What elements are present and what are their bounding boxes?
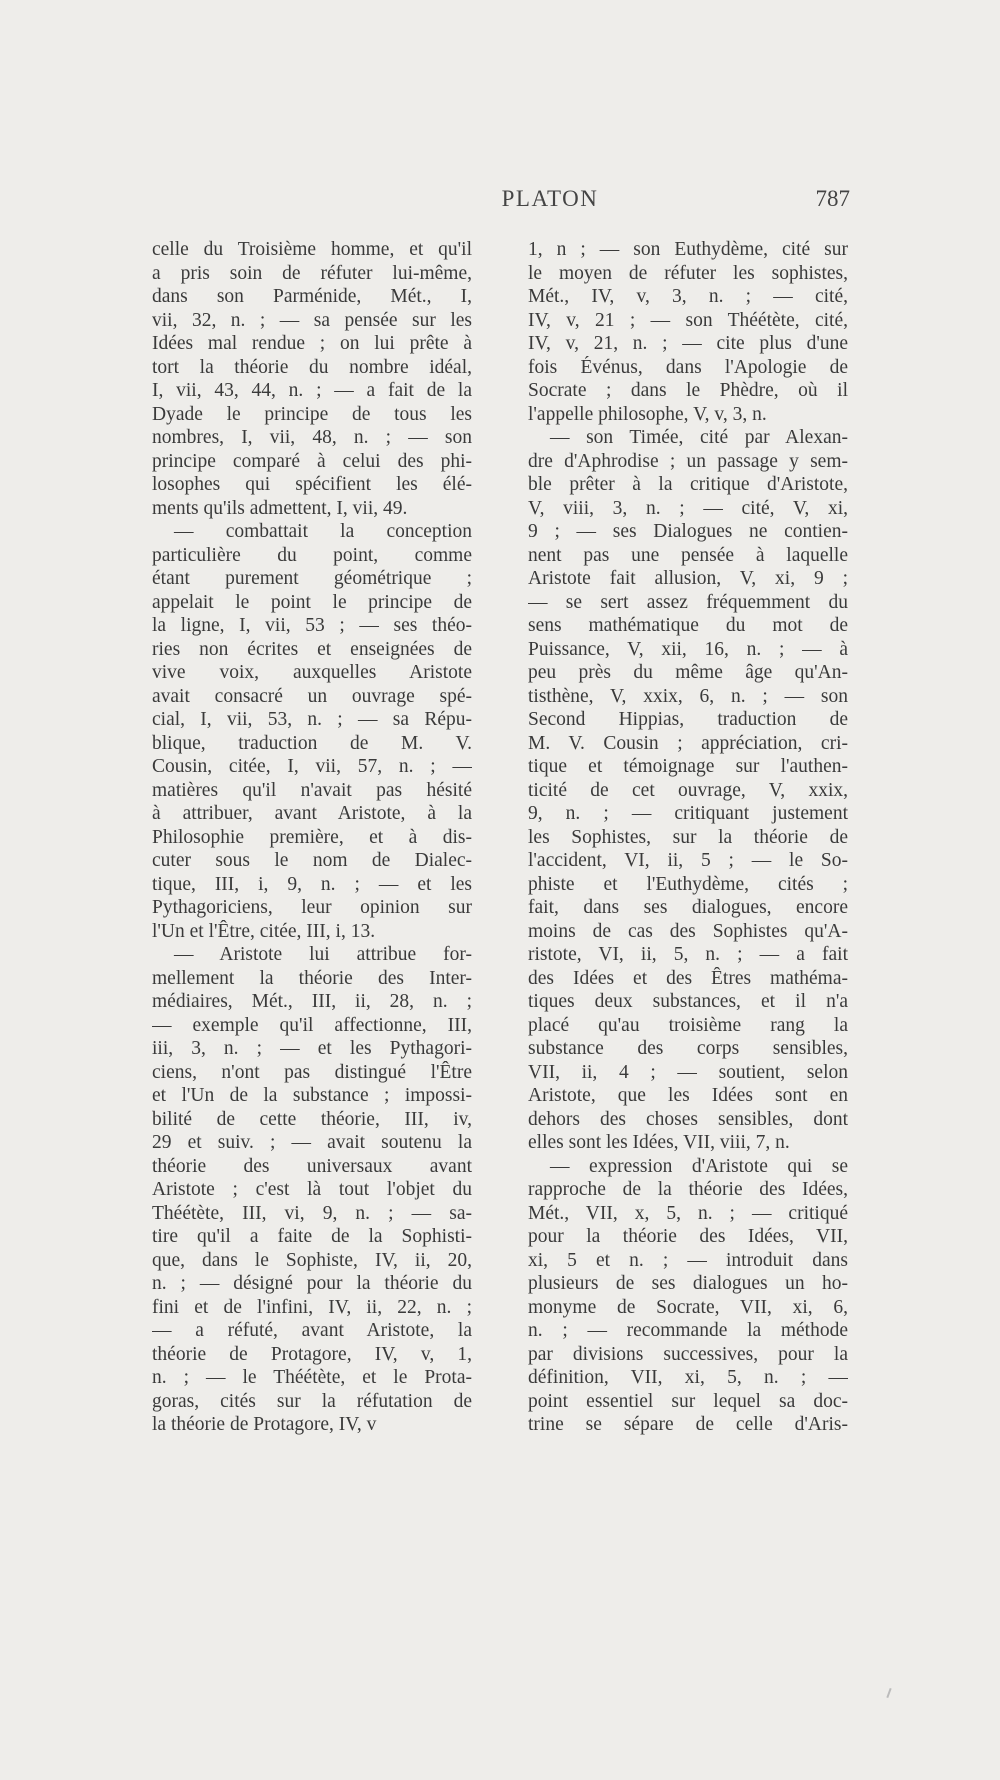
text-line: tire qu'il a faite de la Sophisti- [152, 1226, 472, 1247]
text-line: 1, n ; — son Euthydème, cité sur [528, 239, 848, 260]
text-line: n. ; — le Théétète, et le Prota- [152, 1367, 472, 1388]
text-line: le moyen de réfuter les sophistes, [528, 262, 848, 284]
right-text-column [528, 238, 848, 1437]
text-line: ments qu'ils admettent, I, vii, 49. [152, 497, 408, 519]
page-number: 787 [815, 186, 850, 211]
text-line: des Idées et des Êtres mathéma- [528, 967, 848, 989]
text-line: principe comparé à celui des phi- [152, 450, 472, 472]
text-line: définition, VII, xi, 5, n. ; — [528, 1367, 848, 1388]
paper-speck [886, 1688, 891, 1698]
text-line: dehors des choses sensibles, dont [528, 1108, 848, 1130]
text-line: Puissance, V, xii, 16, n. ; — à [528, 638, 848, 660]
text-line: particulière du point, comme [152, 544, 472, 566]
text-line: vive voix, auxquelles Aristote [152, 662, 472, 683]
text-line: nombres, I, vii, 48, n. ; — son [152, 427, 472, 448]
text-line: Pythagoriciens, leur opinion sur [152, 897, 472, 918]
text-line: Aristote ; c'est là tout l'objet du [152, 1179, 472, 1200]
text-line: — se sert assez fréquemment du [528, 591, 848, 613]
text-line: Socrate ; dans le Phèdre, où il [528, 380, 848, 401]
text-line: elles sont les Idées, VII, viii, 7, n. [528, 1132, 790, 1153]
text-line: n. ; — recommande la méthode [528, 1320, 848, 1341]
text-line: blique, traduction de M. V. [152, 732, 472, 754]
text-line: théorie des universaux avant [152, 1155, 472, 1177]
text-line: Cousin, citée, I, vii, 57, n. ; — [152, 756, 472, 777]
text-line: Philosophie première, et à dis- [152, 826, 472, 848]
text-line: Dyade le principe de tous les [152, 403, 472, 425]
text-line: ries non écrites et enseignées de [152, 638, 472, 660]
text-line: la ligne, I, vii, 53 ; — ses théo- [152, 615, 472, 636]
text-line: Mét., IV, v, 3, n. ; — cité, [528, 286, 848, 307]
text-line: fois Événus, dans l'Apologie de [528, 356, 848, 378]
text-line: Mét., VII, x, 5, n. ; — critiqué [528, 1202, 848, 1224]
text-line: appelait le point le principe de [152, 591, 472, 613]
text-line: 29 et suiv. ; — avait soutenu la [152, 1132, 472, 1153]
text-line: tiques deux substances, et il n'a [528, 991, 848, 1012]
text-line: moins de cas des Sophistes qu'A- [528, 920, 848, 942]
text-line: pour la théorie des Idées, VII, [528, 1226, 848, 1247]
text-line: ristote, VI, ii, 5, n. ; — a fait [528, 944, 848, 965]
text-line: rapproche de la théorie des Idées, [528, 1179, 848, 1200]
text-line: à attribuer, avant Aristote, à la [152, 803, 472, 824]
text-line: fini et de l'infini, IV, ii, 22, n. ; [152, 1296, 472, 1318]
text-line: V, viii, 3, n. ; — cité, V, xi, [528, 497, 848, 519]
text-line: ciens, n'ont pas distingué l'Être [152, 1061, 472, 1083]
text-line: Aristote fait allusion, V, xi, 9 ; [528, 568, 848, 589]
text-line: iii, 3, n. ; — et les Pythagori- [152, 1038, 472, 1059]
text-line: fait, dans ses dialogues, encore [528, 897, 848, 918]
text-line: ticité de cet ouvrage, V, xxix, [528, 779, 848, 801]
text-line: étant purement géométrique ; [152, 568, 472, 589]
text-line: trine se sépare de celle d'Aris- [528, 1414, 848, 1435]
text-line: — exemple qu'il affectionne, III, [152, 1014, 472, 1036]
text-line: médiaires, Mét., III, ii, 28, n. ; [152, 991, 472, 1012]
text-line: 9 ; — ses Dialogues ne contien- [528, 521, 848, 542]
text-line: — a réfuté, avant Aristote, la [152, 1320, 472, 1341]
text-line: sens mathématique du mot de [528, 615, 848, 636]
text-line: point essentiel sur lequel sa doc- [528, 1390, 848, 1412]
text-line: la théorie de Protagore, IV, v [152, 1414, 377, 1435]
text-line: avait consacré un ouvrage spé- [152, 685, 472, 707]
text-line: que, dans le Sophiste, IV, ii, 20, [152, 1249, 472, 1271]
text-line: Théétète, III, vi, 9, n. ; — sa- [152, 1202, 472, 1224]
text-line: IV, v, 21, n. ; — cite plus d'une [528, 333, 848, 354]
text-line: VII, ii, 4 ; — soutient, selon [528, 1061, 848, 1083]
text-line: nent pas une pensée à laquelle [528, 544, 848, 566]
text-line: l'Un et l'Être, citée, III, i, 13. [152, 920, 376, 942]
text-line: goras, cités sur la réfutation de [152, 1390, 472, 1412]
text-line: losophes qui spécifient les élé- [152, 474, 472, 495]
text-line: xi, 5 et n. ; — introduit dans [528, 1249, 848, 1271]
text-line: et l'Un de la substance ; impossi- [152, 1085, 472, 1106]
text-line: plusieurs de ses dialogues un ho- [528, 1273, 848, 1294]
text-line: les Sophistes, sur la théorie de [528, 826, 848, 848]
text-line: tisthène, V, xxix, 6, n. ; — son [528, 685, 848, 707]
text-line: cuter sous le nom de Dialec- [152, 850, 472, 871]
text-line: théorie de Protagore, IV, v, 1, [152, 1343, 472, 1365]
text-line: mellement la théorie des Inter- [152, 967, 472, 989]
text-line: substance des corps sensibles, [528, 1038, 848, 1059]
left-text-column [152, 238, 472, 1437]
text-line: I, vii, 43, 44, n. ; — a fait de la [152, 380, 472, 401]
text-line: — son Timée, cité par Alexan- [550, 427, 848, 448]
text-line: celle du Troisième homme, et qu'il [152, 239, 472, 260]
text-line: l'accident, VI, ii, 5 ; — le So- [528, 850, 848, 871]
text-line: dre d'Aphrodise ; un passage y sem- [528, 450, 848, 472]
text-line: placé qu'au troisième rang la [528, 1014, 848, 1036]
text-line: a pris soin de réfuter lui-même, [152, 262, 472, 284]
text-line: ble prêter à la critique d'Aristote, [528, 474, 848, 495]
text-line: Idées mal rendue ; on lui prête à [152, 333, 472, 354]
text-line: n. ; — désigné pour la théorie du [152, 1273, 472, 1294]
text-line: — Aristote lui attribue for- [174, 944, 472, 965]
running-title: PLATON [501, 186, 599, 211]
page-header [150, 186, 850, 218]
text-line: IV, v, 21 ; — son Théétète, cité, [528, 309, 848, 331]
text-line: matières qu'il n'avait pas hésité [152, 779, 472, 801]
text-line: bilité de cette théorie, III, iv, [152, 1108, 472, 1130]
text-line: l'appelle philosophe, V, v, 3, n. [528, 403, 767, 425]
text-line: — expression d'Aristote qui se [550, 1155, 848, 1177]
text-line: Second Hippias, traduction de [528, 709, 848, 730]
text-line: Aristote, que les Idées sont en [528, 1085, 848, 1106]
text-line: monyme de Socrate, VII, xi, 6, [528, 1296, 848, 1318]
text-line: cial, I, vii, 53, n. ; — sa Répu- [152, 709, 472, 730]
text-line: dans son Parménide, Mét., I, [152, 286, 472, 307]
text-line: vii, 32, n. ; — sa pensée sur les [152, 309, 472, 331]
text-line: M. V. Cousin ; appréciation, cri- [528, 732, 848, 754]
text-line: tort la théorie du nombre idéal, [152, 356, 472, 378]
text-line: tique, III, i, 9, n. ; — et les [152, 873, 472, 895]
text-line: tique et témoignage sur l'authen- [528, 756, 848, 777]
text-line: 9, n. ; — critiquant justement [528, 803, 848, 824]
text-line: par divisions successives, pour la [528, 1343, 848, 1365]
text-line: peu près du même âge qu'An- [528, 662, 848, 683]
text-line: phiste et l'Euthydème, cités ; [528, 873, 848, 895]
text-line: — combattait la conception [174, 521, 472, 542]
